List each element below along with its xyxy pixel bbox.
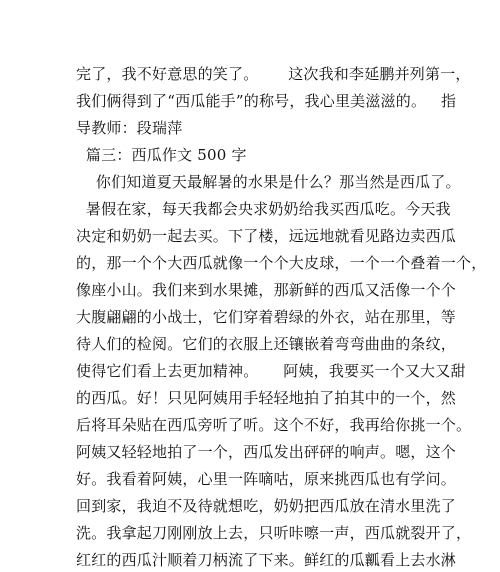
text-line: 大腹翩翩的小战士，它们穿着碧绿的外衣，站在那里，等	[76, 308, 457, 326]
text-line: 阿姨又轻轻地拍了一个，西瓜发出砰砰的响声。嗯，这个	[76, 443, 457, 461]
text-line: 像座小山。我们来到水果摊，那新鲜的西瓜又活像一个个	[76, 281, 457, 299]
text-line: 你们知道夏天最解暑的水果是什么？那当然是西瓜了。	[76, 173, 461, 191]
text-line: 使得它们看上去更加精神。 阿姨，我要买一个又大又甜	[76, 362, 466, 380]
text-line: 完了，我不好意思的笑了。 这次我和李延鹏并列第一，	[76, 65, 471, 83]
text-line: 的西瓜。好！只见阿姨用手轻轻地拍了拍其中的一个，然	[76, 389, 457, 407]
text-line: 决定和奶奶一起去买。下了楼，远远地就看见路边卖西瓜	[76, 227, 457, 245]
text-line: 待人们的检阅。它们的衣服上还镶嵌着弯弯曲曲的条纹，	[76, 335, 457, 353]
text-line: 我们俩得到了“西瓜能手”的称号，我心里美滋滋的。 指	[76, 92, 457, 110]
text-line: 的，那一个个大西瓜就像一个个大皮球，一个一个叠着一个，	[76, 254, 487, 272]
text-line: 洗。我拿起刀刚刚放上去，只听咔嚓一声，西瓜就裂开了，	[76, 524, 472, 542]
text-line: 红红的西瓜汁顺着刀柄流了下来。鲜红的瓜瓤看上去水淋	[76, 551, 457, 569]
section-heading: 篇三：西瓜作文 500 字	[76, 146, 247, 164]
text-line: 导教师：段瑞萍	[76, 119, 183, 137]
text-line: 回到家，我迫不及待就想吃，奶奶把西瓜放在清水里洗了	[76, 497, 457, 515]
text-line: 好。我看着阿姨，心里一阵嘀咕，原来挑西瓜也有学问。	[76, 470, 457, 488]
text-line: 后将耳朵贴在西瓜旁听了听。这个不好，我再给你挑一个。	[76, 416, 472, 434]
text-line: 暑假在家，每天我都会央求奶奶给我买西瓜吃。今天我	[76, 200, 451, 218]
